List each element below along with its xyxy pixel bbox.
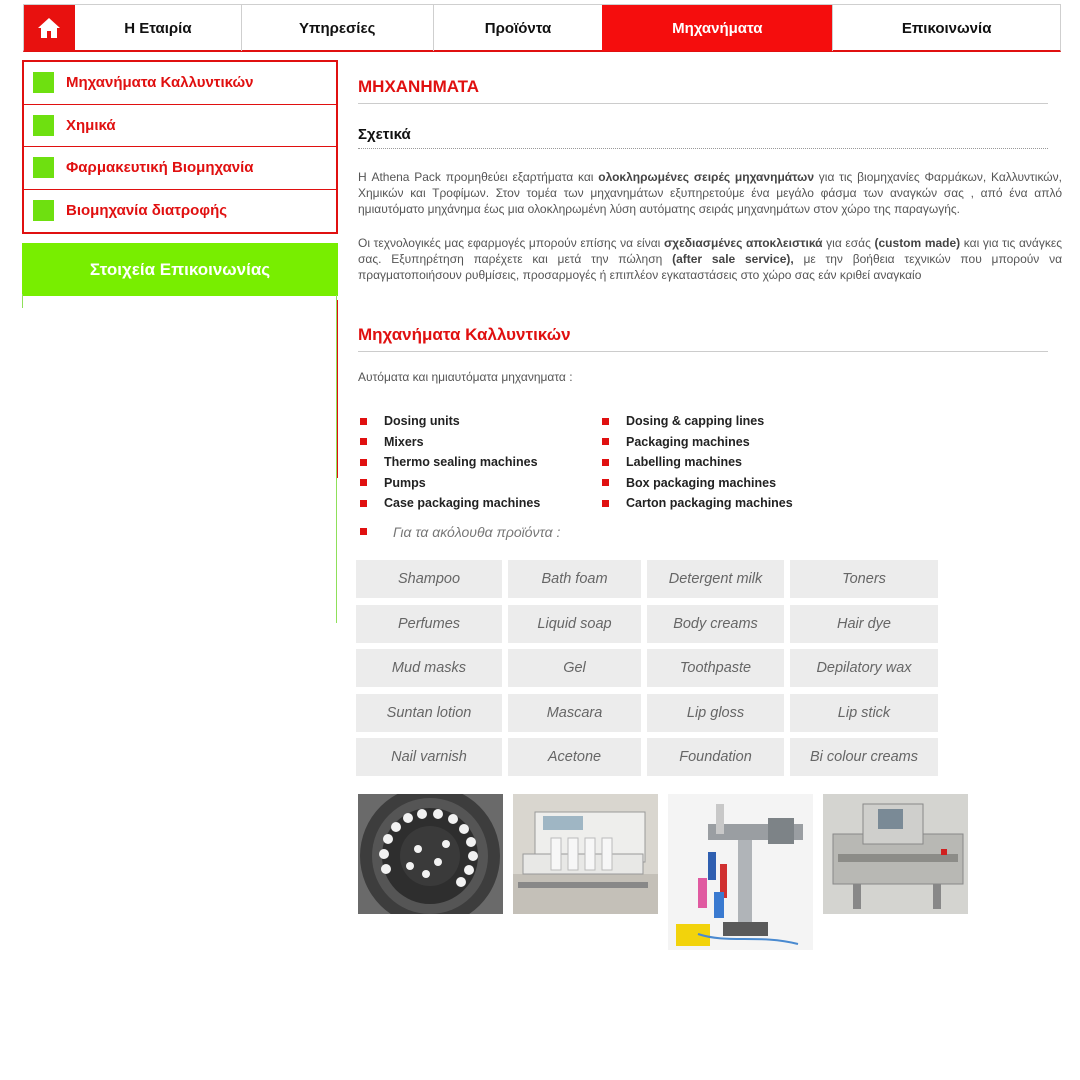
grid-row [356, 738, 941, 776]
sidebar-divider [337, 300, 338, 478]
nav-item-machines[interactable]: Μηχανήματα [602, 5, 832, 51]
list-item: Thermo sealing machines [358, 452, 600, 473]
product-cell: Lip stick [790, 694, 938, 732]
contact-info-header[interactable]: Στοιχεία Επικοινωνίας [22, 243, 338, 296]
sidebar-divider [22, 294, 338, 308]
product-cell: Acetone [508, 738, 641, 776]
machine-list-right [600, 411, 842, 514]
nav-item-company[interactable]: Η Εταιρία [124, 19, 192, 37]
grid-row [356, 694, 941, 732]
machine-photo-dosing-unit[interactable] [668, 794, 813, 950]
sidebar-item-label: Φαρμακευτική Βιομηχανία [66, 159, 254, 177]
nav-item-services[interactable]: Υπηρεσίες [241, 5, 433, 51]
product-cell: Mud masks [356, 649, 502, 687]
product-cell: Liquid soap [508, 605, 641, 643]
green-square-icon [33, 115, 54, 136]
product-cell: Shampoo [356, 560, 502, 598]
bullet-icon [360, 528, 367, 535]
bullet-icon [360, 500, 367, 507]
about-heading: Σχετικά [358, 126, 1048, 149]
machine-list-left [358, 411, 600, 514]
product-cell: Toothpaste [647, 649, 784, 687]
product-grid [356, 560, 941, 783]
bullet-icon [602, 438, 609, 445]
product-cell: Mascara [508, 694, 641, 732]
bullet-icon [602, 500, 609, 507]
machine-photo-labelling-line[interactable] [823, 794, 968, 914]
sidebar-item-pharma[interactable] [24, 147, 336, 190]
product-cell: Hair dye [790, 605, 938, 643]
sidebar-item-label: Βιομηχανία διατροφής [66, 202, 228, 220]
grid-row [356, 605, 941, 643]
sidebar-item-cosmetics-machines[interactable] [24, 62, 336, 105]
bullet-icon [360, 459, 367, 466]
about-paragraph-1: Η Athena Pack προμηθεύει εξαρτήματα και ολοκληρωμένες σειρές μηχανημάτων για τις βιομηχανίες Φαρμάκων, Καλλυντικών, Χημικών και Τροφίμων. Στον τομέα των μηχανημάτων εξυπηρετούμε ένα μεγάλο φάσμα των αναγκών σας , από ένα απλό ημιαυτόματο μηχάνημα έως μια ολοκληρωμένη λύση αυτόματης σειράς μηχανημάτων στον χώρο της παραγωγής. [358, 170, 1062, 216]
product-cell: Toners [790, 560, 938, 598]
nav-item-products[interactable]: Προϊόντα [433, 5, 603, 51]
list-item: Carton packaging machines [600, 493, 842, 514]
sidebar-menu [22, 60, 338, 234]
product-cell: Bi colour creams [790, 738, 938, 776]
sidebar-item-label: Μηχανήματα Καλλυντικών [66, 74, 254, 92]
sidebar-item-chemicals[interactable] [24, 105, 336, 148]
product-cell: Detergent milk [647, 560, 784, 598]
list-item: Packaging machines [600, 432, 842, 453]
bullet-icon [602, 418, 609, 425]
grid-row [356, 649, 941, 687]
bullet-icon [360, 418, 367, 425]
green-square-icon [33, 200, 54, 221]
page-title: ΜΗΧΑΝΗΜΑΤΑ [358, 77, 1048, 104]
section-heading: Μηχανήματα Καλλυντικών [358, 325, 1048, 352]
bullet-icon [602, 459, 609, 466]
list-item: Box packaging machines [600, 473, 842, 494]
list-item: Mixers [358, 432, 600, 453]
product-cell: Lip gloss [647, 694, 784, 732]
machine-list [358, 411, 1062, 514]
top-nav [23, 4, 1061, 52]
list-item: Dosing units [358, 411, 600, 432]
products-intro: Για τα ακόλουθα προϊόντα : [358, 522, 1062, 542]
product-cell: Perfumes [356, 605, 502, 643]
product-cell: Foundation [647, 738, 784, 776]
sidebar-item-food-industry[interactable] [24, 190, 336, 233]
product-cell: Depilatory wax [790, 649, 938, 687]
main-content [358, 60, 1062, 542]
green-square-icon [33, 72, 54, 93]
machine-photo-rotary-feeder[interactable] [358, 794, 503, 914]
bullet-icon [360, 438, 367, 445]
home-button[interactable] [24, 5, 75, 51]
product-cell: Gel [508, 649, 641, 687]
list-item: Pumps [358, 473, 600, 494]
machine-photo-sealing-unit[interactable] [513, 794, 658, 914]
list-item: Dosing & capping lines [600, 411, 842, 432]
grid-row [356, 560, 941, 598]
green-square-icon [33, 157, 54, 178]
product-cell: Body creams [647, 605, 784, 643]
nav-item-contact[interactable]: Επικοινωνία [832, 5, 1060, 51]
about-paragraph-2: Οι τεχνολογικές μας εφαρμογές μπορούν επίσης να είναι σχεδιασμένες αποκλειστικά για εσάς (custom made) και για τις ανάγκες σας. Εξυπηρέτηση παρέχετε και μετά την πώληση (after sale service), με την βοήθεια τεχνικών που μπορούν να πραγματοποιήσουν ρυθμίσεις, προσαρμογές ή επιπλέον εγκαταστάσεις στο χώρο σας εάν κριθεί αναγκαίο [358, 236, 1063, 282]
section-intro: Αυτόματα και ημιαυτόματα μηχανηματα : [358, 370, 573, 384]
sidebar [22, 60, 338, 296]
product-cell: Suntan lotion [356, 694, 502, 732]
bullet-icon [602, 479, 609, 486]
bullet-icon [360, 479, 367, 486]
sidebar-item-label: Χημικά [66, 116, 116, 134]
home-icon [37, 17, 61, 39]
product-cell: Nail varnish [356, 738, 502, 776]
list-item: Labelling machines [600, 452, 842, 473]
product-cell: Bath foam [508, 560, 641, 598]
list-item: Case packaging machines [358, 493, 600, 514]
